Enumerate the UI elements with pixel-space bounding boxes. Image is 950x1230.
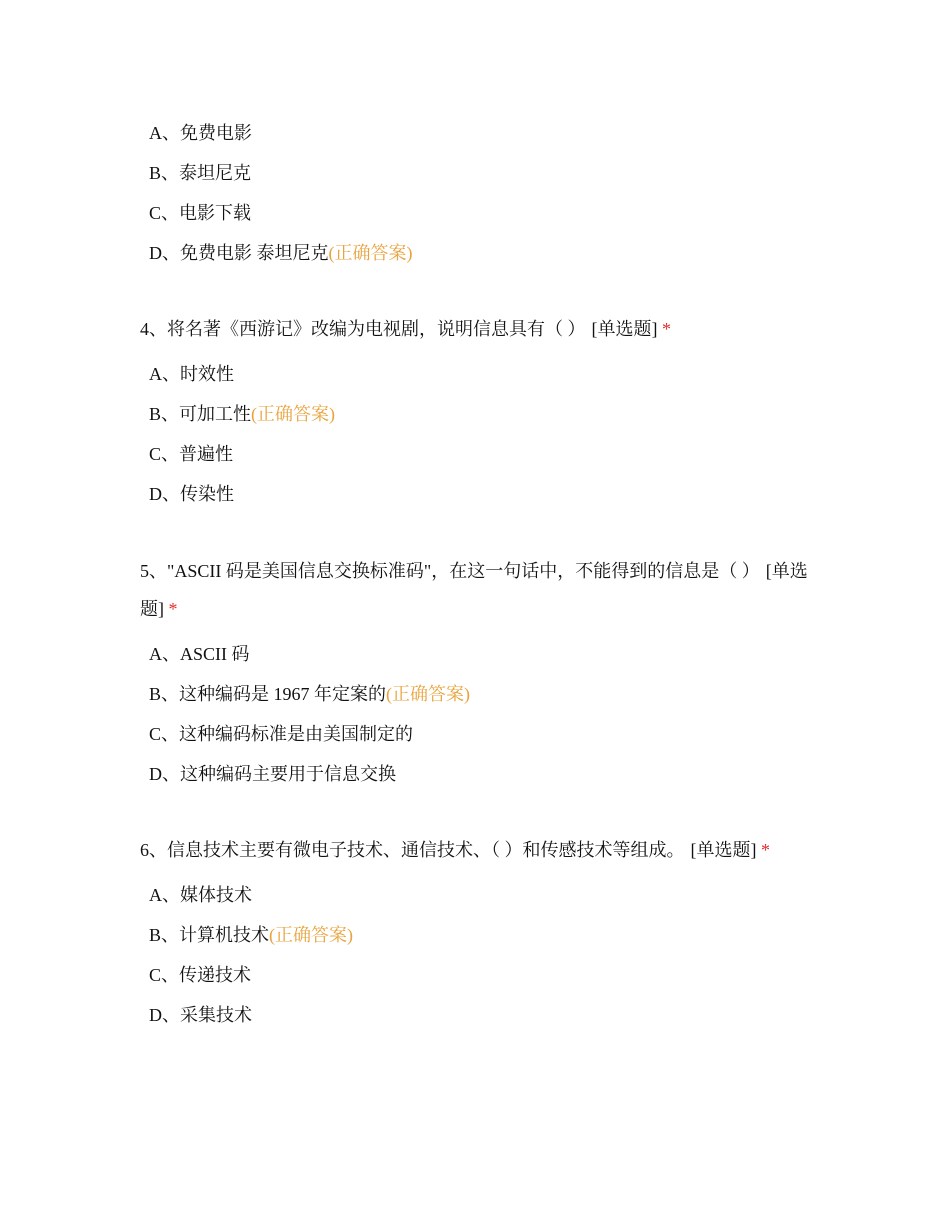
question-text: 5、"ASCII 码是美国信息交换标准码"，在这一句话中，不能得到的信息是（ ） — [140, 561, 760, 581]
question-4-option-d — [140, 474, 820, 514]
option-text: D、这种编码主要用于信息交换 — [149, 764, 396, 784]
option-text: A、免费电影 — [149, 123, 252, 143]
question-6-option-b — [140, 915, 820, 955]
question-3-block — [140, 113, 820, 273]
option-text: A、时效性 — [149, 364, 234, 384]
question-6-option-a — [140, 875, 820, 915]
correct-answer-marker: (正确答案) — [328, 243, 413, 263]
question-text: 6、信息技术主要有微电子技术、通信技术、（ ）和传感技术等组成。 — [140, 840, 685, 860]
question-text: 4、将名著《西游记》改编为电视剧，说明信息具有（ ） — [140, 319, 586, 339]
question-6-option-d — [140, 995, 820, 1035]
option-text: A、媒体技术 — [149, 885, 252, 905]
question-type-label: [单选题] — [690, 840, 757, 860]
question-6-options — [140, 875, 820, 1035]
question-3-option-a — [140, 113, 820, 153]
option-text: C、这种编码标准是由美国制定的 — [149, 724, 414, 744]
option-text: C、普遍性 — [149, 444, 234, 464]
question-6-text — [140, 831, 820, 869]
question-5-option-c — [140, 714, 820, 754]
question-type-label: [单选题] — [140, 561, 808, 619]
question-type-label: [单选题] — [591, 319, 658, 339]
option-text: A、ASCII 码 — [149, 644, 250, 664]
question-4-text — [140, 310, 820, 348]
question-5-option-a — [140, 634, 820, 674]
question-5-block — [140, 552, 820, 794]
option-text: B、这种编码是 1967 年定案的 — [149, 684, 387, 704]
question-4-option-c — [140, 434, 820, 474]
question-4-options — [140, 354, 820, 514]
question-4-option-b — [140, 394, 820, 434]
required-marker: * — [168, 599, 178, 619]
option-text: D、免费电影 泰坦尼克 — [149, 243, 329, 263]
question-6-option-c — [140, 955, 820, 995]
question-6-block — [140, 831, 820, 1035]
question-5-option-b — [140, 674, 820, 714]
question-5-text — [140, 552, 820, 628]
option-text: B、可加工性 — [149, 404, 252, 424]
question-3-option-b — [140, 153, 820, 193]
question-3-option-c — [140, 193, 820, 233]
required-marker: * — [761, 840, 770, 860]
option-text: C、传递技术 — [149, 965, 252, 985]
option-text: C、电影下载 — [149, 203, 252, 223]
option-text: D、传染性 — [149, 484, 234, 504]
correct-answer-marker: (正确答案) — [269, 925, 354, 945]
question-3-options — [140, 113, 820, 273]
correct-answer-marker: (正确答案) — [251, 404, 336, 424]
correct-answer-marker: (正确答案) — [386, 684, 471, 704]
question-4-option-a — [140, 354, 820, 394]
question-5-option-d — [140, 754, 820, 794]
question-5-options — [140, 634, 820, 794]
question-4-block — [140, 310, 820, 514]
question-3-option-d — [140, 233, 820, 273]
option-text: B、计算机技术 — [149, 925, 270, 945]
required-marker: * — [662, 319, 671, 339]
option-text: D、采集技术 — [149, 1005, 252, 1025]
option-text: B、泰坦尼克 — [149, 163, 252, 183]
